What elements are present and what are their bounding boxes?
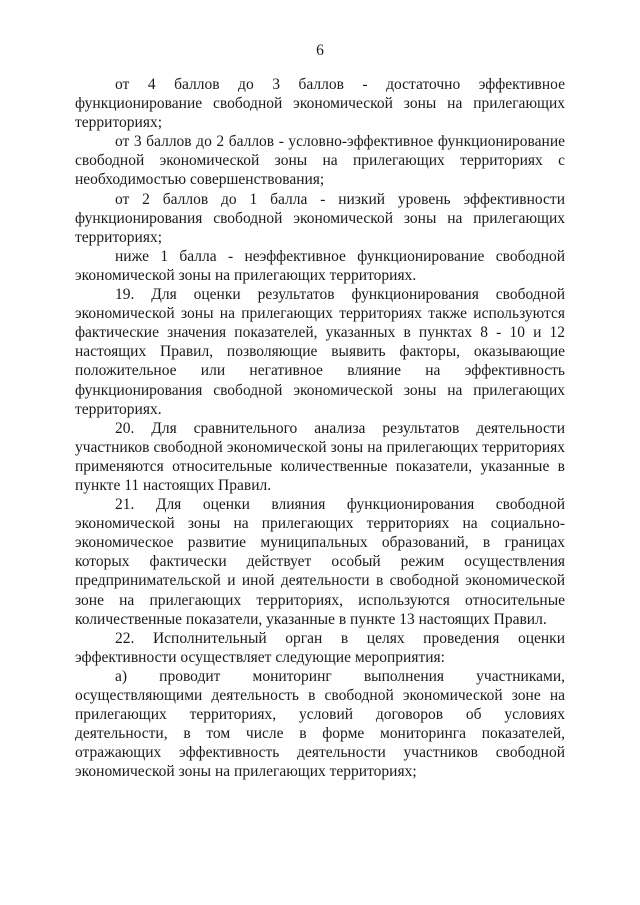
paragraph-item-22: 22. Исполнительный орган в целях проведения оценки эффективности осуществляет следующие мероприятия: xyxy=(75,629,565,666)
paragraph-item-19: 19. Для оценки результатов функционирования свободной экономической зоны на прилегающих территориях также используются фактические значения показателей, указанных в пунктах 8 - 10 и 12 настоящих Правил, позволяющие выявить факторы, оказывающие положительное или негативное влияние на эффективность функционирования свободной экономической зоны на прилегающих территориях. xyxy=(75,286,565,418)
paragraph-score-4-to-3: от 4 баллов до 3 баллов - достаточно эффективное функционирование свободной экономической зоны на прилегающих территориях; xyxy=(75,76,565,132)
page-number: 6 xyxy=(316,42,324,59)
paragraph-score-2-to-1: от 2 баллов до 1 балла - низкий уровень эффективности функционирования свободной экономической зоны на прилегающих территориях; xyxy=(75,190,565,246)
paragraph-score-3-to-2: от 3 баллов до 2 баллов - условно-эффективное функционирование свободной экономической зоны на прилегающих территориях с необходимостью совершенствования; xyxy=(75,133,565,189)
paragraph-item-22-a: а) проводит мониторинг выполнения участниками, осуществляющими деятельность в свободной экономической зоне на прилегающих территориях, условий договоров об условиях деятельности, в том числе в форме мониторинга показателей, отражающих эффективность деятельности участников свободной экономической зоны на прилегающих территориях; xyxy=(75,667,565,781)
paragraph-score-below-1: ниже 1 балла - неэффективное функционирование свободной экономической зоны на прилегающих территориях. xyxy=(75,247,565,284)
paragraph-item-20: 20. Для сравнительного анализа результатов деятельности участников свободной экономической зоны на прилегающих территориях применяются относительные количественные показатели, указанные в пункте 11 настоящих Правил. xyxy=(75,419,565,494)
document-body xyxy=(75,75,565,781)
paragraph-item-21: 21. Для оценки влияния функционирования свободной экономической зоны на прилегающих территориях на социально-экономическое развитие муниципальных образований, в границах которых фактически действует особый режим осуществления предпринимательской и иной деятельности в свободной экономической зоне на прилегающих территориях, используются относительные количественные показатели, указанные в пункте 13 настоящих Правил. xyxy=(75,496,565,628)
